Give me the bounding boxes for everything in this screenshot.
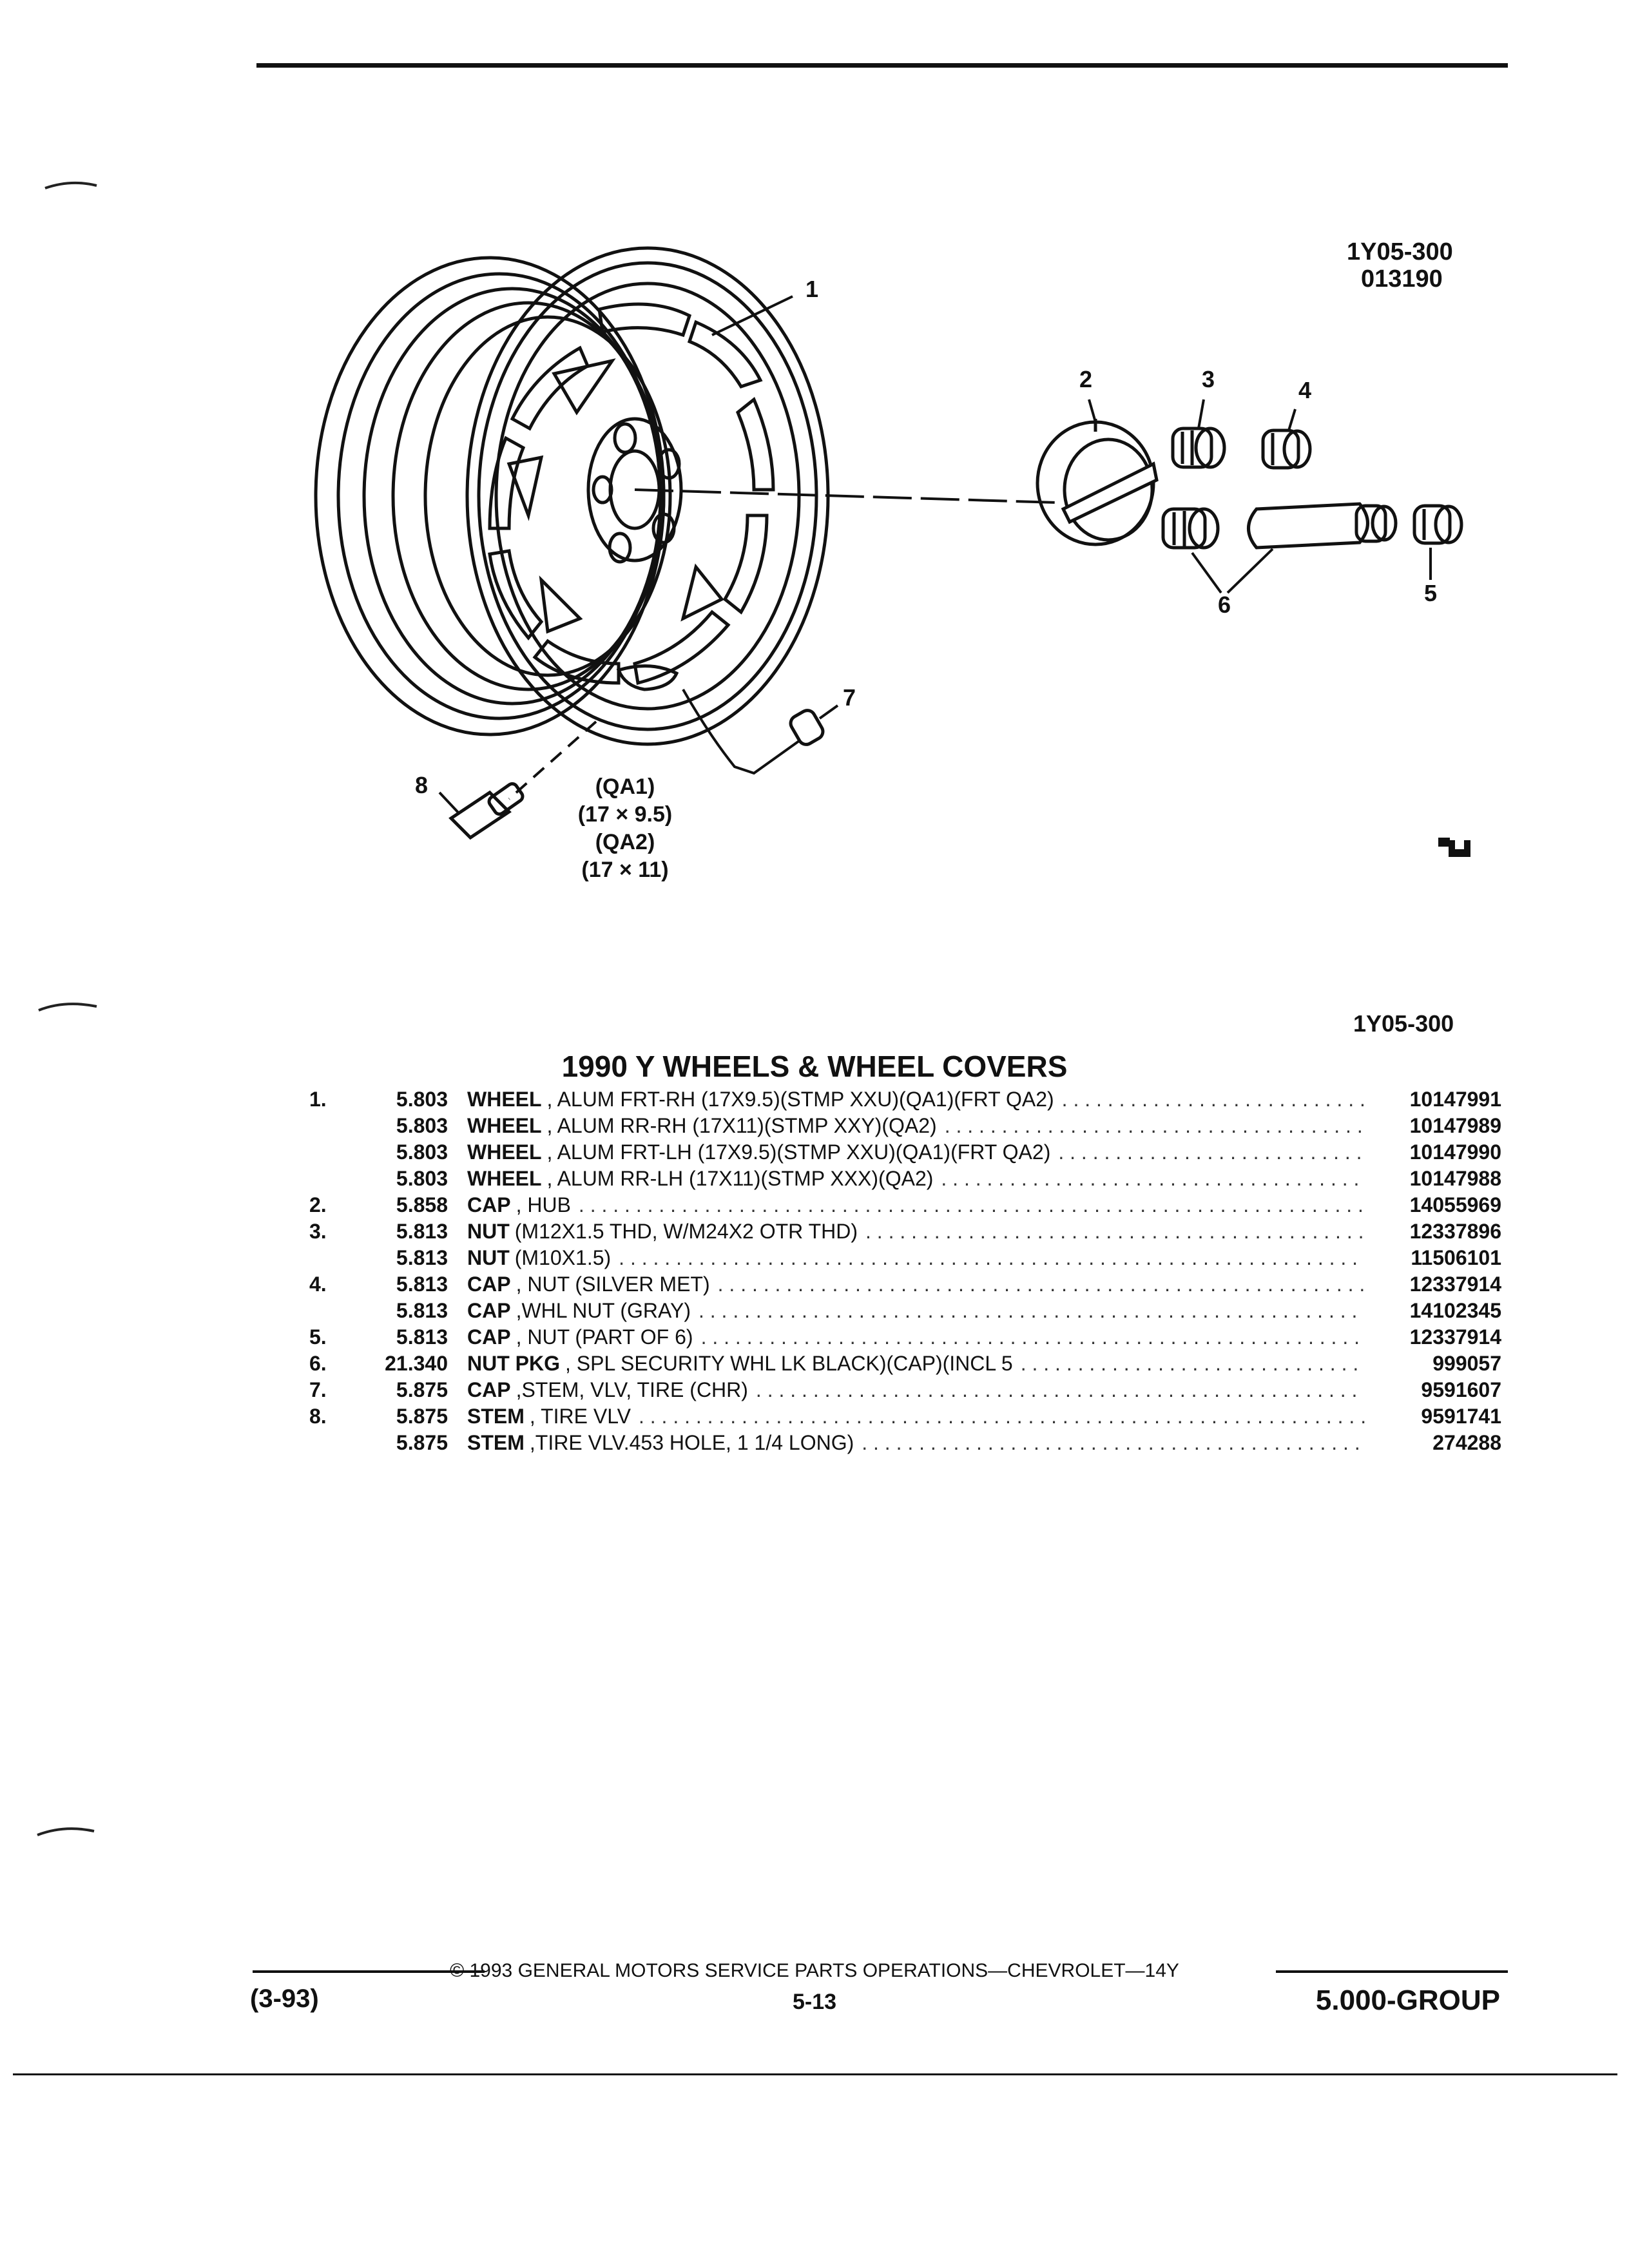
callout-4: 4: [1298, 377, 1312, 403]
part-group: 5.803: [396, 1088, 448, 1111]
part-description: [467, 1246, 1501, 1270]
part-detail: ,STEM, VLV, TIRE (CHR): [516, 1378, 748, 1401]
part-index: 5.: [309, 1325, 327, 1349]
parts-list-title: 1990 Y WHEELS & WHEEL COVERS: [561, 1050, 1068, 1083]
part-description: [467, 1405, 1501, 1428]
part-description: [467, 1140, 1501, 1164]
callout-7: 7: [842, 684, 856, 711]
part-detail: , NUT (SILVER MET): [516, 1273, 710, 1296]
leader-dots: [701, 1325, 1365, 1349]
part-name: WHEEL: [467, 1114, 542, 1137]
part-number: 10147991: [1409, 1088, 1501, 1111]
part-group: 5.875: [396, 1431, 448, 1454]
part-description: [467, 1352, 1501, 1376]
wheel-spec-qa1-size: (17 × 9.5): [577, 802, 673, 827]
callout-3: 3: [1201, 366, 1215, 392]
callout-5: 5: [1423, 580, 1438, 606]
part-number: 274288: [1432, 1431, 1501, 1454]
part-group: 5.803: [396, 1140, 448, 1164]
part-name: STEM: [467, 1405, 525, 1428]
wheel-exploded-diagram: [0, 0, 1629, 934]
part-group: 5.813: [396, 1325, 448, 1349]
leader-dots: [756, 1378, 1365, 1402]
leader-dots: [862, 1431, 1365, 1455]
part-description: [467, 1114, 1501, 1138]
security-nut-icon: [1163, 509, 1218, 548]
parts-row: [309, 1140, 1501, 1167]
part-description: [467, 1325, 1501, 1349]
part-group: 5.858: [396, 1193, 448, 1216]
part-detail: , HUB: [516, 1193, 571, 1216]
part-number: 9591741: [1421, 1405, 1501, 1428]
parts-row: [309, 1246, 1501, 1273]
leader-dots: [1021, 1352, 1365, 1376]
part-group: 5.875: [396, 1378, 448, 1401]
part-number: 12337914: [1409, 1325, 1501, 1349]
parts-row: [309, 1114, 1501, 1140]
part-detail: , ALUM FRT-RH (17X9.5)(STMP XXU)(QA1)(FRT QA2): [546, 1088, 1054, 1111]
part-name: WHEEL: [467, 1167, 542, 1190]
leader-dots: [579, 1193, 1365, 1217]
part-detail: , SPL SECURITY WHL LK BLACK)(CAP)(INCL 5: [565, 1352, 1013, 1375]
part-name: CAP: [467, 1299, 511, 1322]
leader-dots: [1058, 1140, 1365, 1164]
part-detail: , ALUM RR-RH (17X11)(STMP XXY)(QA2): [546, 1114, 937, 1137]
leader-dots: [619, 1246, 1365, 1270]
part-description: [467, 1378, 1501, 1402]
hub-cap-icon: [1037, 419, 1157, 544]
diagram-date: 013190: [1361, 265, 1443, 293]
lug-nut-icon: [1173, 428, 1224, 467]
parts-row: [309, 1088, 1501, 1114]
part-name: CAP: [467, 1193, 511, 1216]
part-number: 999057: [1432, 1352, 1501, 1375]
bottom-rule: [13, 2073, 1617, 2075]
part-number: 14055969: [1409, 1193, 1501, 1216]
part-index: 3.: [309, 1220, 327, 1243]
part-detail: , ALUM RR-LH (17X11)(STMP XXX)(QA2): [546, 1167, 934, 1190]
part-description: [467, 1088, 1501, 1111]
leader-dots: [865, 1220, 1365, 1244]
part-group: 5.813: [396, 1246, 448, 1269]
part-description: [467, 1193, 1501, 1217]
parts-row: [309, 1405, 1501, 1431]
parts-row: [309, 1273, 1501, 1299]
part-description: [467, 1299, 1501, 1323]
part-index: 1.: [309, 1088, 327, 1111]
part-index: 6.: [309, 1352, 327, 1375]
part-name: WHEEL: [467, 1140, 542, 1164]
part-number: 12337914: [1409, 1273, 1501, 1296]
cap-part5-icon: [1414, 506, 1461, 543]
part-index: 4.: [309, 1273, 327, 1296]
part-name: CAP: [467, 1273, 511, 1296]
part-name: NUT: [467, 1220, 510, 1243]
leader-dots: [1062, 1088, 1365, 1111]
part-number: 10147990: [1409, 1140, 1501, 1164]
part-description: [467, 1431, 1501, 1455]
part-name: NUT: [467, 1246, 510, 1269]
part-index: 8.: [309, 1405, 327, 1428]
section-id: 1Y05-300: [1353, 1010, 1454, 1037]
part-number: 14102345: [1409, 1299, 1501, 1322]
part-name: CAP: [467, 1325, 511, 1349]
leader-dots: [941, 1167, 1365, 1191]
part-index: 7.: [309, 1378, 327, 1401]
wheel-spec-qa2: (QA2): [595, 830, 655, 854]
diagram-id: 1Y05-300: [1347, 238, 1453, 265]
part-detail: , NUT (PART OF 6): [516, 1325, 693, 1349]
parts-row: [309, 1220, 1501, 1246]
part-detail: (M10X1.5): [514, 1246, 612, 1269]
part-number: 10147989: [1409, 1114, 1501, 1137]
valve-stem-icon: [451, 782, 525, 838]
part-number: 9591607: [1421, 1378, 1501, 1401]
part-detail: (M12X1.5 THD, W/M24X2 OTR THD): [514, 1220, 858, 1243]
nut-cap-icon: [1263, 430, 1310, 468]
parts-row: [309, 1299, 1501, 1325]
wheel-spec-qa1: (QA1): [595, 774, 655, 799]
part-name: NUT PKG: [467, 1352, 560, 1375]
part-number: 10147988: [1409, 1167, 1501, 1190]
callout-6: 6: [1217, 591, 1231, 618]
part-group: 5.803: [396, 1114, 448, 1137]
part-group: 5.803: [396, 1167, 448, 1190]
parts-row: [309, 1431, 1501, 1457]
wheel-spec-block: [567, 773, 683, 884]
parts-row: [309, 1325, 1501, 1352]
part-name: STEM: [467, 1431, 525, 1454]
footer-copyright: © 1993 GENERAL MOTORS SERVICE PARTS OPERATIONS—CHEVROLET—14Y: [450, 1960, 1179, 1981]
part-description: [467, 1167, 1501, 1191]
footer-group: 5.000-GROUP: [1315, 1984, 1500, 2016]
part-group: 5.813: [396, 1220, 448, 1243]
part-name: WHEEL: [467, 1088, 542, 1111]
callout-1: 1: [805, 276, 819, 302]
part-detail: ,WHL NUT (GRAY): [516, 1299, 691, 1322]
wheel-spec-qa2-size: (17 × 11): [581, 858, 669, 882]
part-number: 11506101: [1411, 1246, 1501, 1269]
parts-row: [309, 1378, 1501, 1405]
part-group: 5.813: [396, 1273, 448, 1296]
part-index: 2.: [309, 1193, 327, 1216]
leader-dots: [639, 1405, 1365, 1428]
page-number: 5-13: [792, 1990, 837, 2014]
valve-cap-icon: [788, 707, 826, 747]
part-number: 12337896: [1409, 1220, 1501, 1243]
part-detail: , TIRE VLV: [529, 1405, 631, 1428]
corporate-logo-icon: [1438, 838, 1470, 857]
parts-row: [309, 1193, 1501, 1220]
part-detail: ,TIRE VLV.453 HOLE, 1 1/4 LONG): [529, 1431, 854, 1454]
leader-dots: [945, 1114, 1365, 1138]
callout-8: 8: [414, 772, 429, 798]
part-group: 5.875: [396, 1405, 448, 1428]
footer-date-code: (3-93): [250, 1984, 319, 2013]
leader-dots: [699, 1299, 1365, 1323]
leader-dots: [718, 1273, 1365, 1296]
parts-row: [309, 1167, 1501, 1193]
part-description: [467, 1273, 1501, 1296]
part-name: CAP: [467, 1378, 511, 1401]
part-group: 5.813: [396, 1299, 448, 1322]
lock-key-icon: [1249, 504, 1396, 548]
part-detail: , ALUM FRT-LH (17X9.5)(STMP XXU)(QA1)(FRT QA2): [546, 1140, 1051, 1164]
parts-list: [309, 1088, 1501, 1457]
part-description: [467, 1220, 1501, 1244]
part-group: 21.340: [385, 1352, 448, 1375]
callout-2: 2: [1079, 366, 1093, 392]
parts-row: [309, 1352, 1501, 1378]
